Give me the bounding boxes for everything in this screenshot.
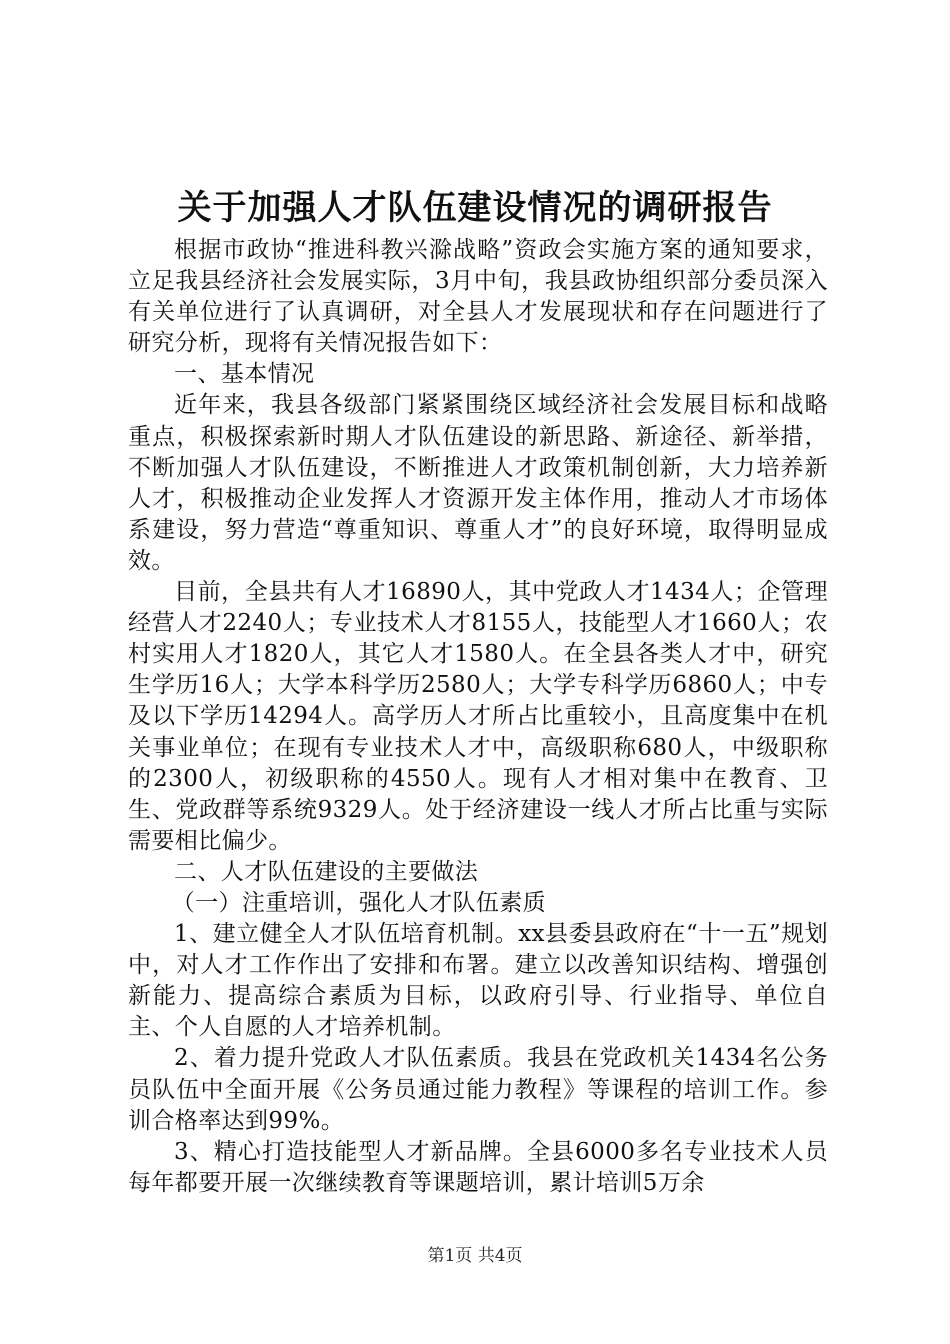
document-title: 关于加强人才队伍建设情况的调研报告 xyxy=(177,188,773,228)
paragraph: 1、建立健全人才队伍培育机制。xx县委县政府在“十一五”规划中，对人才工作作出了安排和布署。建立以改善知识结构、增强创新能力、提高综合素质为目标，以政府引导、行业指导、单位自主、个人自愿的人才培养机制。 xyxy=(128,921,828,1041)
section-heading: 一、基本情况 xyxy=(174,361,315,388)
section-heading: 二、人才队伍建设的主要做法 xyxy=(174,858,479,885)
paragraph: 2、着力提升党政人才队伍素质。我县在党政机关1434名公务员队伍中全面开展《公务员通过能力教程》等课程的培训工作。参训合格率达到99%。 xyxy=(128,1045,828,1134)
page-footer: 第1页 共4页 xyxy=(427,1246,523,1266)
paragraph: 近年来，我县各级部门紧紧围绕区域经济社会发展目标和战略重点，积极探索新时期人才队伍建设的新思路、新途径、新举措，不断加强人才队伍建设，不断推进人才政策机制创新，大力培养新人才，积极推动企业发挥人才资源开发主体作用，推动人才市场体系建设，努力营造“尊重知识、尊重人才”的良好环境，取得明显成效。 xyxy=(128,392,828,574)
paragraph: 3、精心打造技能型人才新品牌。全县6000多名专业技术人员每年都要开展一次继续教育等课题培训，累计培训5万余 xyxy=(128,1138,828,1196)
document-body xyxy=(128,235,828,1199)
subsection-heading: （一）注重培训，强化人才队伍素质 xyxy=(171,889,547,916)
paragraph: 目前，全县共有人才16890人，其中党政人才1434人；企管理经营人才2240人；专业技术人才8155人，技能型人才1660人；农村实用人才1820人，其它人才1580人。在全县各类人才中，研究生学历16人；大学本科学历2580人；大学专科学历6860人；中专及以下学历14294人。高学历人才所占比重较小，且高度集中在机关事业单位；在现有专业技术人才中，高级职称680人，中级职称的2300人，初级职称的4550人。现有人才相对集中在教育、卫生、党政群等系统9329人。处于经济建设一线人才所占比重与实际需要相比偏少。 xyxy=(128,579,828,854)
paragraph: 根据市政协“推进科教兴滁战略”资政会实施方案的通知要求，立足我县经济社会发展实际，3月中旬，我县政协组织部分委员深入有关单位进行了认真调研，对全县人才发展现状和存在问题进行了研究分析，现将有关情况报告如下： xyxy=(128,237,828,357)
